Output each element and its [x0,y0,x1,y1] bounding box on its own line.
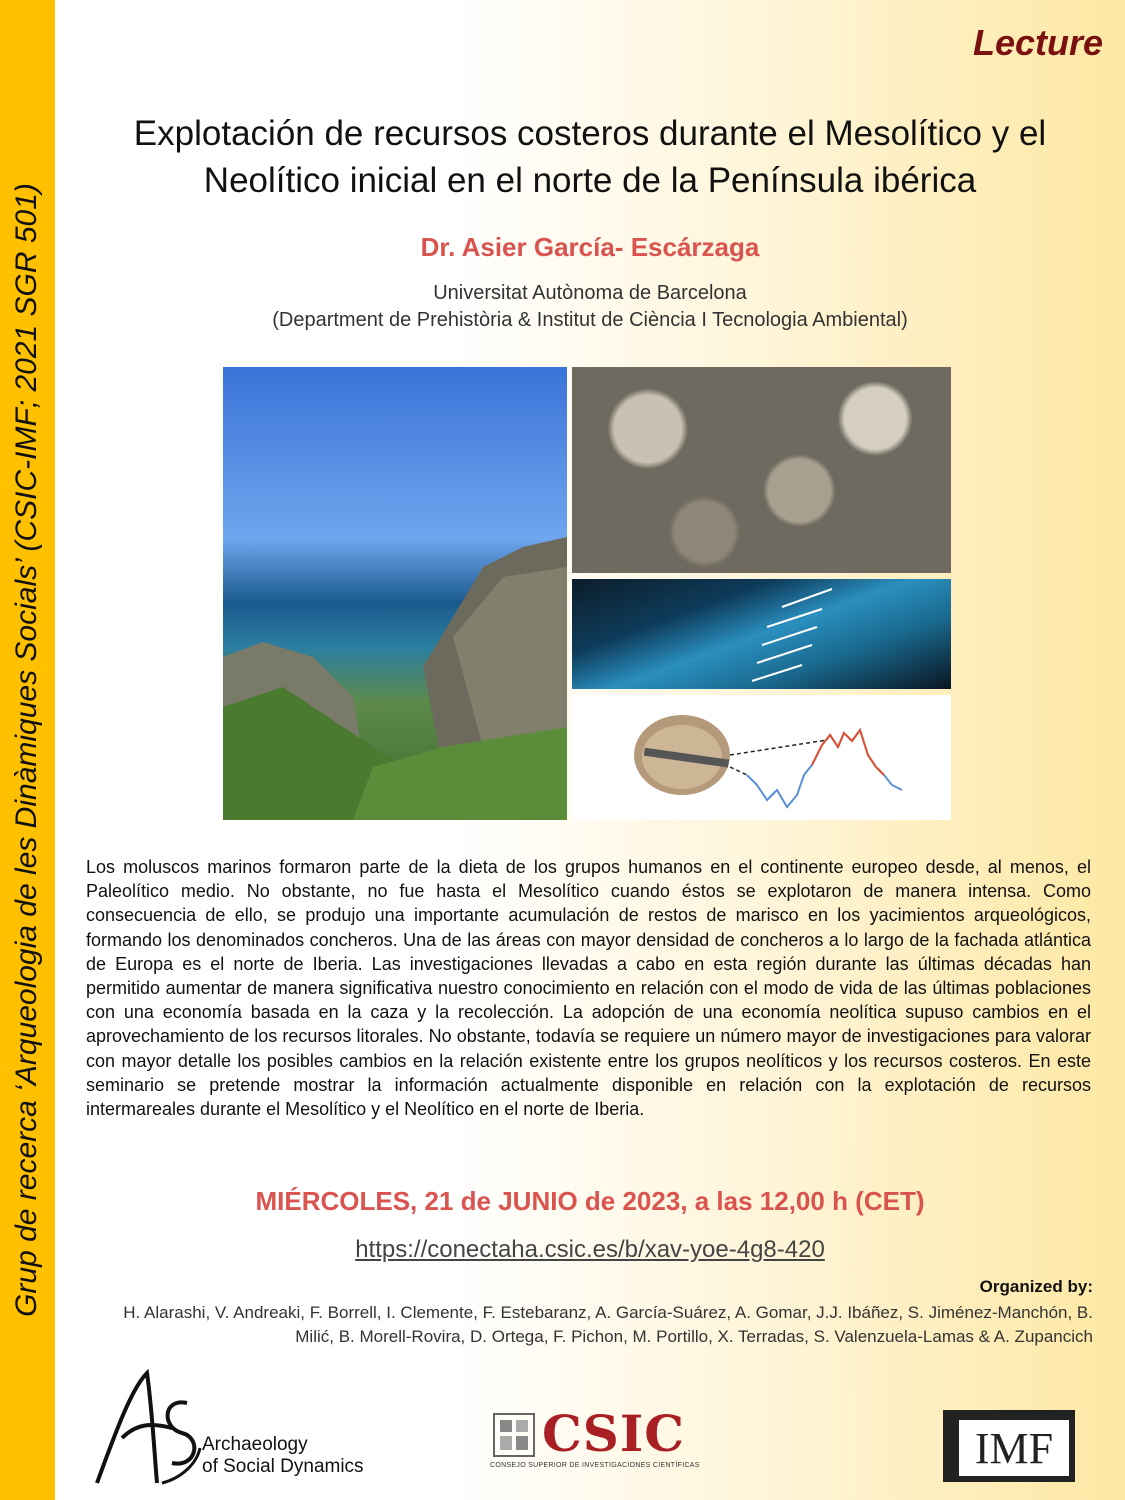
coastline-illustration [223,367,567,820]
asd-logo [92,1368,382,1488]
organized-by-label: Organized by: [979,1277,1093,1296]
affiliation-line-1: Universitat Autònoma de Barcelona [433,282,747,304]
meeting-link[interactable]: https://conectaha.csic.es/b/xav-yoe-4g8-420 [355,1236,825,1263]
shell-isotope-curve [572,695,951,820]
speaker-affiliation [60,280,1120,334]
csic-logo [490,1404,740,1478]
csic-wordmark: CSIC [542,1404,686,1463]
shell-microscopy-photo [572,579,951,689]
csic-crest-icon [490,1410,538,1460]
title-line-2: Neolítico inicial en el norte de la Península ibérica [203,161,977,200]
imf-logo [943,1410,1075,1482]
asd-logo-line-2: of Social Dynamics [202,1456,364,1477]
sidebar-band [0,0,55,1500]
abstract-text: Los moluscos marinos formaron parte de la dieta de los grupos humanos en el continente europeo desde, al menos, el Paleolítico medio. No obstante, no fue hasta el Mesolítico cuando éstos se explotaron de manera intensa. Como consecuencia de ello, se produjo una importante acumulación de restos de marisco en los yacimientos arqueológicos, formando los denominados concheros. Una de las áreas con mayor densidad de concheros a lo largo de la fachada atlántica de Europa es el norte de Iberia. Las investigaciones llevadas a cabo en esta región durante las últimas décadas han permitido aumentar de manera significativa nuestro conocimiento en relación con el modo de vida de las últimas poblaciones con una economía basada en la caza y la recolección. La adopción de una economía neolítica supuso cambios en el aprovechamiento de los recursos litorales. No obstante, todavía se requiere un número mayor de investigaciones para valorar con mayor detalle los posibles cambios en la relación existente entre los grupos neolíticos y los recursos costeros. En este seminario se pretende mostrar la información actualmente disponible en relación con la explotación de recursos intermareales durante el Mesolítico y el Neolítico en el norte de Iberia. [86,857,1091,1120]
asd-logo-line-1: Archaeology [202,1434,308,1455]
asd-logo-text [202,1434,364,1478]
speaker-name: Dr. Asier García- Escárzaga [420,232,760,262]
csic-subtitle: CONSEJO SUPERIOR DE INVESTIGACIONES CIENTÍFICAS [490,1462,700,1469]
coastline-photo [223,367,567,820]
research-group-label: Grup de recerca ‘Arqueologia de les Dinàmiques Socials’ (CSIC-IMF; 2021 SGR 501) [10,183,43,1317]
imf-wordmark: IMF [959,1420,1069,1476]
affiliation-line-2: (Department de Prehistòria & Institut de Ciència I Tecnologia Ambiental) [272,309,908,331]
title-line-1: Explotación de recursos costeros durante el Mesolítico y el [133,114,1047,153]
event-date: MIÉRCOLES, 21 de JUNIO de 2023, a las 12,00 h (CET) [255,1186,925,1216]
lecture-title [60,110,1120,204]
lecture-label: Lecture [972,22,1103,63]
organized-by-text: Organized by [979,1277,1088,1296]
growth-lines-illustration [572,579,951,689]
organizer-names: H. Alarashi, V. Andreaki, F. Borrell, I. Clemente, F. Estebaranz, A. García-Suárez, A. Gomar, J.J. Ibáñez, S. Jiménez-Manchón, B. Milić, B. Morell-Rovira, D. Ortega, F. Pichon, M. Portillo, X. Terradas, S. Valenzuela-Lamas & A. Zupancich [123,1303,1093,1346]
asd-signature-mark [92,1368,202,1488]
shell-midden-photo [572,367,951,573]
isotope-graph-figure [572,695,951,820]
